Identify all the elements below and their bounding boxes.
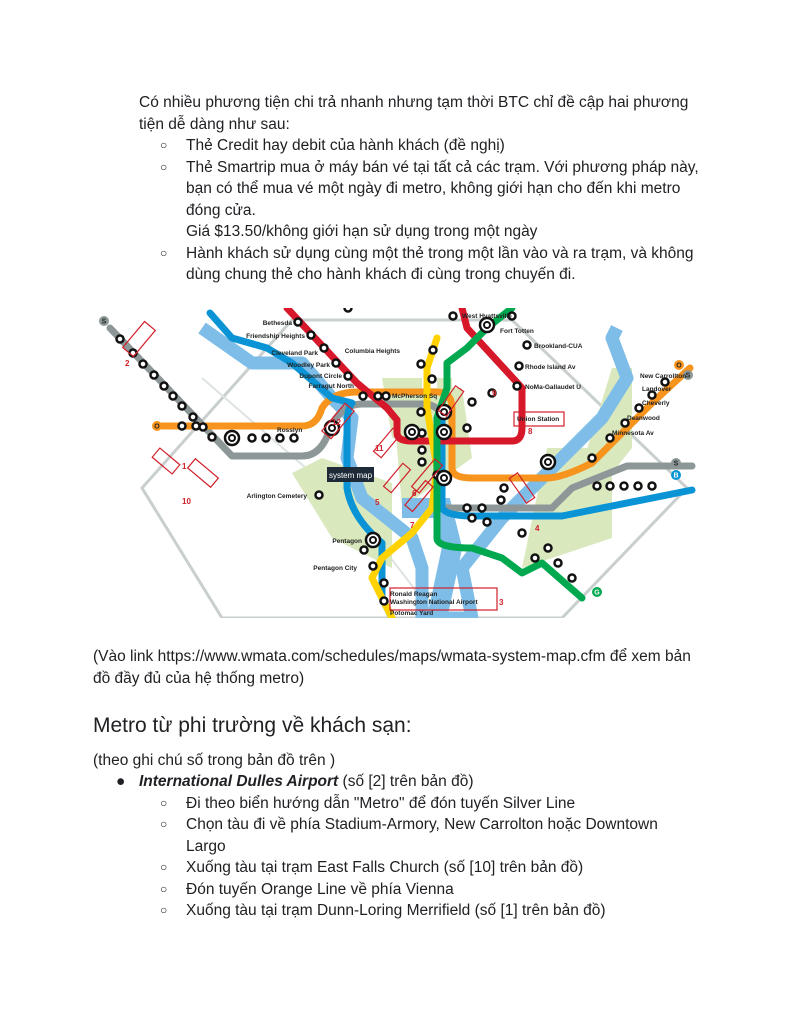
station-label: Rosslyn — [277, 427, 303, 434]
step-text: Đón tuyến Orange Line về phía Vienna — [186, 880, 454, 898]
step-item — [160, 814, 680, 857]
station-label: Bethesda — [262, 320, 292, 327]
station-label: Potomac Yard — [390, 610, 434, 617]
filled-bullet-icon: ● — [116, 773, 126, 790]
station-dot — [419, 447, 426, 454]
station-dot — [277, 435, 284, 442]
silver-badge-label: S — [101, 318, 107, 326]
step-item — [160, 793, 680, 815]
annotation-number: 9 — [492, 389, 497, 398]
orange-badge-label: O — [154, 423, 160, 431]
section-heading: Metro từ phi trường về khách sạn: — [93, 714, 412, 737]
station-dot — [469, 515, 476, 522]
step-text: Đi theo biển hướng dẫn "Metro" để đón tuyến Silver Line — [186, 794, 576, 812]
station-label: Friendship Heights — [246, 333, 305, 340]
station-label: Cheverly — [642, 400, 670, 407]
station-dot — [370, 563, 377, 570]
station-dot — [418, 361, 425, 368]
metro-map-image — [92, 308, 709, 618]
station-dot — [333, 360, 340, 367]
hollow-bullet-icon: ○ — [160, 795, 168, 810]
airport-item — [114, 771, 714, 922]
station-dot — [469, 399, 476, 406]
station-dot — [316, 492, 323, 499]
station-dot — [117, 336, 124, 343]
map-background — [142, 320, 687, 618]
annotation-number: 5 — [375, 498, 380, 507]
airport-list — [114, 771, 714, 922]
step-text: Xuống tàu tại trạm East Falls Church (số [10] trên bản đồ) — [186, 859, 584, 876]
station-dot — [479, 505, 486, 512]
metro-map-svg — [92, 308, 709, 618]
annotation-number: 7 — [410, 521, 415, 530]
transfer-station-inner — [441, 429, 447, 435]
station-label: Rhode Island Av — [525, 364, 576, 371]
station-dot — [291, 435, 298, 442]
station-label: McPherson Sq — [392, 393, 438, 400]
station-dot — [532, 555, 539, 562]
transfer-station-inner — [229, 435, 235, 441]
station-label: Dupont Circle — [299, 373, 342, 380]
station-label: Union Station — [517, 416, 560, 423]
list-item-text: Hành khách sử dụng cùng một thẻ trong một lần vào và ra trạm, và không dùng chung thẻ cho hành khách đi cùng trong chuyến đi. — [186, 244, 694, 283]
annotation-number: 1 — [182, 462, 187, 471]
list-item — [160, 243, 705, 286]
annotation-box — [123, 321, 156, 356]
station-dot — [308, 332, 315, 339]
hollow-bullet-icon: ○ — [160, 881, 168, 896]
transfer-station-inner — [370, 537, 376, 543]
silver-badge-label: S — [673, 460, 679, 468]
annotation-number: 12 — [332, 418, 341, 427]
airport-suffix: (số [2] trên bản đồ) — [338, 773, 474, 790]
station-label: Minnesota Av — [612, 430, 654, 437]
station-dot — [295, 319, 302, 326]
section-note: (theo ghi chú số trong bản đồ trên ) — [93, 752, 336, 769]
station-label: Washington National Airport — [390, 599, 478, 606]
annotation-number: 11 — [375, 444, 384, 453]
station-label: Farragut North — [308, 383, 354, 390]
station-dot — [383, 393, 390, 400]
station-dot — [419, 459, 426, 466]
green-badge-label: G — [594, 589, 600, 597]
station-dot — [501, 485, 508, 492]
station-dot — [524, 342, 531, 349]
station-dot — [519, 530, 526, 537]
hollow-bullet-icon: ○ — [160, 860, 168, 874]
map-link-paragraph: (Vào link https://www.wmata.com/schedules/maps/wmata-system-map.cfm để xem bản đồ đầy đủ của hệ thống metro) — [93, 648, 691, 687]
annotation-number: 4 — [535, 524, 540, 533]
station-dot — [464, 425, 471, 432]
station-dot — [179, 403, 186, 410]
station-dot — [429, 376, 436, 383]
station-label: Brookland-CUA — [534, 343, 583, 350]
step-text: Chọn tàu đi về phía Stadium-Armory, New Carrolton hoặc Downtown Largo — [186, 816, 658, 855]
annotation-number: 2 — [125, 359, 130, 368]
annotation-number: 3 — [499, 598, 504, 607]
step-item — [160, 857, 680, 879]
station-dot — [321, 345, 328, 352]
transfer-station-inner — [545, 459, 551, 465]
station-dot — [161, 383, 168, 390]
step-item — [160, 879, 680, 901]
station-dot — [607, 483, 614, 490]
hollow-bullet-icon: ○ — [160, 138, 168, 152]
transfer-station-inner — [484, 322, 490, 328]
hollow-bullet-icon: ○ — [160, 245, 168, 260]
station-dot — [484, 519, 491, 526]
station-dot — [594, 483, 601, 490]
price-note: Giá $13.50/không giới hạn sử dụng trong một ngày — [186, 223, 538, 240]
station-dot — [209, 434, 216, 441]
station-dot — [263, 435, 270, 442]
station-dot — [430, 347, 437, 354]
station-label: Columbia Heights — [344, 348, 400, 355]
station-dot — [249, 435, 256, 442]
hollow-bullet-icon: ○ — [160, 159, 168, 174]
station-label: Arlington Cemetery — [246, 493, 307, 500]
step-item — [160, 900, 680, 922]
station-label: Deanwood — [627, 415, 660, 422]
airport-steps-list — [160, 793, 680, 922]
station-label: Woodley Park — [287, 362, 330, 369]
silver-badge-label: S — [685, 372, 691, 380]
station-label: Landover — [642, 386, 672, 393]
station-dot — [516, 363, 523, 370]
station-dot — [193, 423, 200, 430]
station-dot — [170, 393, 177, 400]
annotation-number: 10 — [182, 497, 191, 506]
station-dot — [190, 414, 197, 421]
station-dot — [649, 483, 656, 490]
system-map-button-label[interactable]: system map — [328, 471, 373, 480]
station-label: NoMa-Gallaudet U — [525, 384, 581, 391]
step-text: Xuống tàu tại trạm Dunn-Loring Merrifield (số [1] trên bản đồ) — [186, 902, 606, 919]
station-dot — [621, 483, 628, 490]
orange-badge-label: O — [676, 362, 682, 370]
station-dot — [545, 545, 552, 552]
station-label: Cleveland Park — [271, 350, 318, 357]
station-dot — [450, 313, 457, 320]
station-dot — [464, 505, 471, 512]
station-label: Fort Totten — [500, 328, 534, 335]
station-dot — [381, 598, 388, 605]
station-dot — [179, 423, 186, 430]
station-label: New Carrollton — [640, 373, 687, 380]
station-dot — [375, 393, 382, 400]
station-dot — [569, 575, 576, 582]
station-label: Ronald Reagan — [390, 591, 438, 598]
payment-options-list — [160, 135, 705, 286]
station-dot — [381, 580, 388, 587]
station-dot — [418, 409, 425, 416]
blue-badge-label: B — [673, 472, 679, 480]
station-dot — [589, 455, 596, 462]
station-dot — [360, 393, 367, 400]
list-item-text: Thẻ Smartrip mua ở máy bán vé tại tất cả các trạm. Với phương pháp này, bạn có thể mua vé một ngày đi metro, không giới hạn cho đến khi metro đóng cửa. — [186, 158, 699, 219]
annotation-number: 8 — [528, 427, 533, 436]
station-dot — [514, 383, 521, 390]
annotation-box — [188, 459, 219, 487]
annotation-number: 6 — [412, 489, 417, 498]
list-item-text: Thẻ Credit hay debit của hành khách (đề nghị) — [186, 137, 505, 154]
station-label: West Hyattsville — [462, 313, 512, 320]
hollow-bullet-icon: ○ — [160, 817, 168, 831]
station-dot — [151, 372, 158, 379]
station-dot — [498, 497, 505, 504]
station-dot — [635, 483, 642, 490]
transfer-station-inner — [441, 475, 447, 481]
station-dot — [555, 560, 562, 567]
station-label: Pentagon City — [313, 565, 357, 572]
transfer-station-inner — [409, 429, 415, 435]
system-map-button[interactable] — [327, 467, 374, 482]
station-dot — [345, 373, 352, 380]
list-item — [160, 135, 705, 157]
list-item — [160, 157, 705, 243]
station-label: Pentagon — [332, 538, 362, 545]
hollow-bullet-icon: ○ — [160, 903, 168, 917]
airport-name: International Dulles Airport — [139, 773, 339, 790]
station-dot — [140, 361, 147, 368]
station-dot — [361, 547, 368, 554]
station-dot — [345, 308, 352, 312]
intro-paragraph: Có nhiều phương tiện chi trả nhanh nhưng tạm thời BTC chỉ đề cập hai phương tiện dễ dàng như sau: — [139, 94, 689, 133]
